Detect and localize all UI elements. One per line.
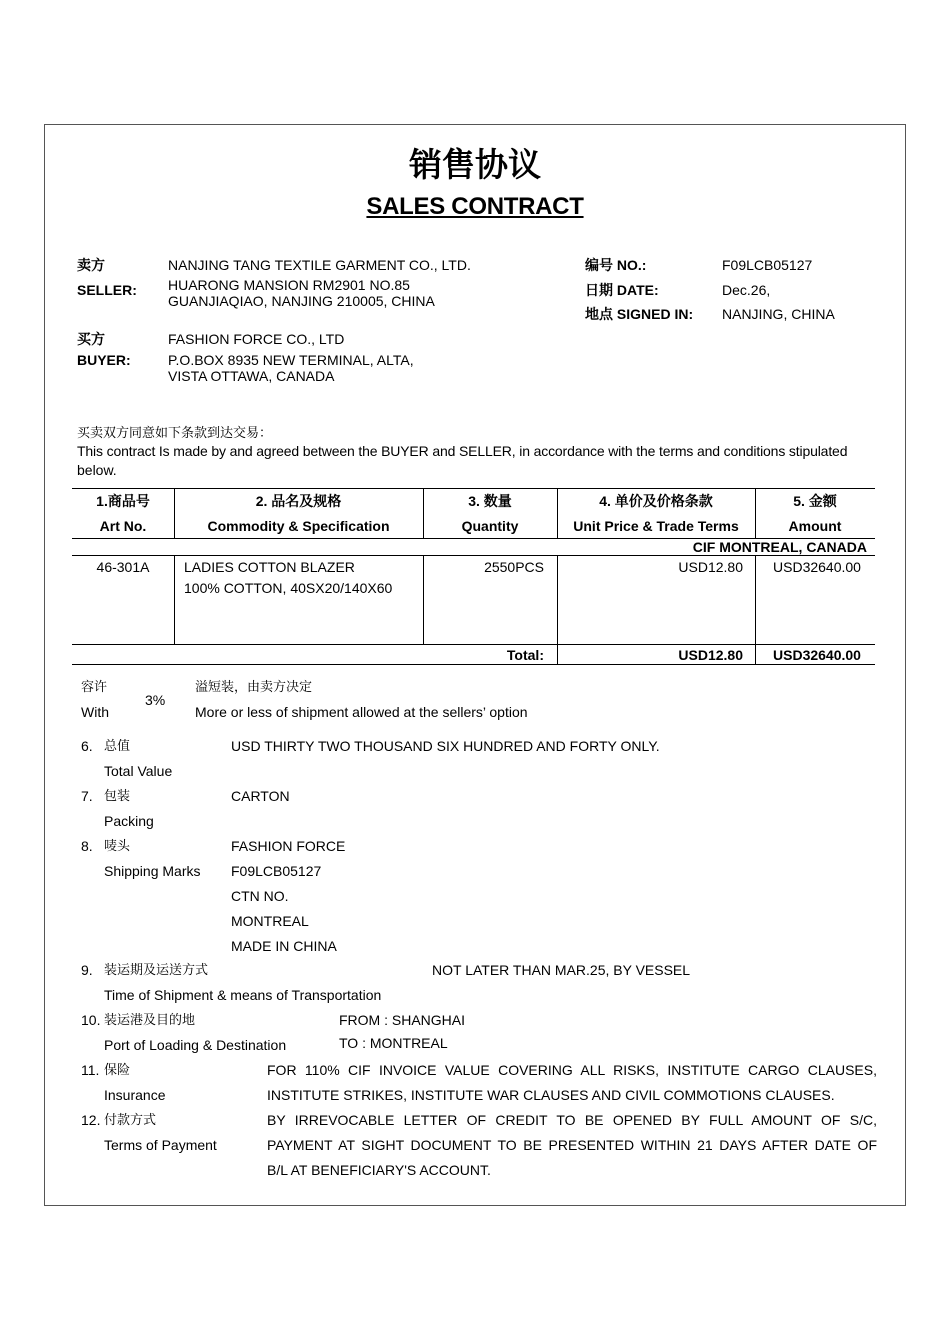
tolerance-text-en: More or less of shipment allowed at the sellers’ option <box>195 704 528 720</box>
header-commodity-cn: 2. 品名及规格 <box>255 493 342 509</box>
header-unit-price-cn: 4. 单价及价格条款 <box>599 493 713 509</box>
clause-7-label-en: Packing <box>104 813 154 829</box>
contract-no-label: 编号 NO.: <box>585 257 647 273</box>
header-unit-price-en: Unit Price & Trade Terms <box>573 518 739 534</box>
buyer-label-cn: 买方 <box>77 331 105 347</box>
shipping-mark-line: MONTREAL <box>231 913 309 929</box>
shipping-mark-line: FASHION FORCE <box>231 838 346 854</box>
buyer-address-line1: P.O.BOX 8935 NEW TERMINAL, ALTA, <box>168 352 414 368</box>
clause-10-to: TO : MONTREAL <box>339 1035 448 1051</box>
seller-label-en: SELLER: <box>77 282 137 298</box>
clause-10-number: 10. <box>81 1012 101 1028</box>
cell-commodity-line1: LADIES COTTON BLAZER <box>184 559 355 575</box>
clause-10-label-cn: 装运港及目的地 <box>104 1013 196 1028</box>
clause-9-label-cn: 装运期及运送方式 <box>104 963 209 978</box>
shipping-mark-line: MADE IN CHINA <box>231 938 337 954</box>
date-value: Dec.26, <box>722 282 771 298</box>
tolerance-text-cn: 溢短装，由卖方决定 <box>195 680 313 695</box>
cell-art-no: 46-301A <box>96 559 150 575</box>
table-col-divider <box>174 555 175 644</box>
clause-10-label-en: Port of Loading & Destination <box>104 1037 287 1053</box>
header-art-no-en: Art No. <box>99 518 147 534</box>
cell-amount: USD32640.00 <box>773 559 861 575</box>
buyer-label-en: BUYER: <box>77 352 131 368</box>
header-art-no-cn: 1.商品号 <box>96 493 150 509</box>
seller-address-line2: GUANJIAQIAO, NANJING 210005, CHINA <box>168 293 435 309</box>
clause-12-label-cn: 付款方式 <box>104 1113 157 1128</box>
cell-unit-price: USD12.80 <box>678 559 743 575</box>
intro-english-line2: below. <box>77 462 117 478</box>
header-quantity-en: Quantity <box>461 518 519 534</box>
shipping-mark-line: CTN NO. <box>231 888 289 904</box>
cell-quantity: 2550PCS <box>484 559 544 575</box>
total-unit-price: USD12.80 <box>678 647 743 663</box>
title-english: SALES CONTRACT <box>366 193 584 220</box>
clause-10-from: FROM : SHANGHAI <box>339 1012 466 1028</box>
buyer-name: FASHION FORCE CO., LTD <box>168 331 345 347</box>
clause-11-line1: FOR 110% CIF INVOICE VALUE COVERING ALL RISKS, INSTITUTE CARGO CLAUSES, <box>267 1062 877 1078</box>
tolerance-percent: 3% <box>145 692 166 708</box>
clause-9-label-en: Time of Shipment & means of Transportation <box>104 987 382 1003</box>
clause-12-line1: BY IRREVOCABLE LETTER OF CREDIT TO BE OPENED BY FULL AMOUNT OF S/C, <box>267 1112 877 1128</box>
title-chinese: 销售协议 <box>409 145 541 184</box>
seller-name: NANJING TANG TEXTILE GARMENT CO., LTD. <box>168 257 471 273</box>
table-bottom-border <box>72 664 875 665</box>
clause-11-label-cn: 保险 <box>104 1063 131 1078</box>
total-label: Total: <box>506 647 544 663</box>
date-label: 日期 DATE: <box>585 282 659 298</box>
header-amount-en: Amount <box>788 518 842 534</box>
clause-7-label-cn: 包装 <box>104 789 131 804</box>
buyer-address-line2: VISTA OTTAWA, CANADA <box>168 368 335 384</box>
intro-chinese: 买卖双方同意如下条款到达交易： <box>77 426 273 441</box>
seller-address-line1: HUARONG MANSION RM2901 NO.85 <box>168 277 410 293</box>
clause-8-number: 8. <box>81 838 93 854</box>
clause-9-value: NOT LATER THAN MAR.25, BY VESSEL <box>432 962 691 978</box>
clause-9-number: 9. <box>81 962 93 978</box>
clause-12-number: 12. <box>81 1112 101 1128</box>
signed-in-value: NANJING, CHINA <box>722 306 835 322</box>
header-commodity-en: Commodity & Specification <box>207 518 390 534</box>
clause-12-line3: B/L AT BENEFICIARY'S ACCOUNT. <box>267 1162 491 1178</box>
clause-6-number: 6. <box>81 738 93 754</box>
intro-english-line1: This contract Is made by and agreed between the BUYER and SELLER, in accordance with the terms and conditions stipulated <box>77 443 848 459</box>
clause-7-value: CARTON <box>231 788 290 804</box>
clause-6-label-cn: 总值 <box>104 739 131 754</box>
trade-term: CIF MONTREAL, CANADA <box>692 539 867 555</box>
clause-8-label-cn: 唛头 <box>104 839 131 854</box>
clause-6-value: USD THIRTY TWO THOUSAND SIX HUNDRED AND FORTY ONLY. <box>231 738 660 754</box>
clause-12-label-en: Terms of Payment <box>104 1137 217 1153</box>
total-amount: USD32640.00 <box>773 647 861 663</box>
header-amount-cn: 5. 金额 <box>793 493 837 509</box>
header-quantity-cn: 3. 数量 <box>468 493 512 509</box>
cell-commodity-line2: 100% COTTON, 40SX20/140X60 <box>184 580 393 596</box>
tolerance-label-en: With <box>81 704 109 720</box>
tolerance-label-cn: 容许 <box>81 680 108 695</box>
signed-in-label: 地点 SIGNED IN: <box>585 306 694 322</box>
clause-11-line2: INSTITUTE STRIKES, INSTITUTE WAR CLAUSES AND CIVIL COMMOTIONS CLAUSES. <box>267 1087 835 1103</box>
seller-label-cn: 卖方 <box>77 257 105 273</box>
clause-6-label-en: Total Value <box>104 763 173 779</box>
clause-11-number: 11. <box>81 1062 100 1078</box>
contract-no-value: F09LCB05127 <box>722 257 813 273</box>
clause-7-number: 7. <box>81 788 93 804</box>
clause-12-line2: PAYMENT AT SIGHT DOCUMENT TO BE PRESENTED WITHIN 21 DAYS AFTER DATE OF <box>267 1137 877 1153</box>
clause-8-label-en: Shipping Marks <box>104 863 201 879</box>
clause-11-label-en: Insurance <box>104 1087 166 1103</box>
shipping-mark-line: F09LCB05127 <box>231 863 322 879</box>
